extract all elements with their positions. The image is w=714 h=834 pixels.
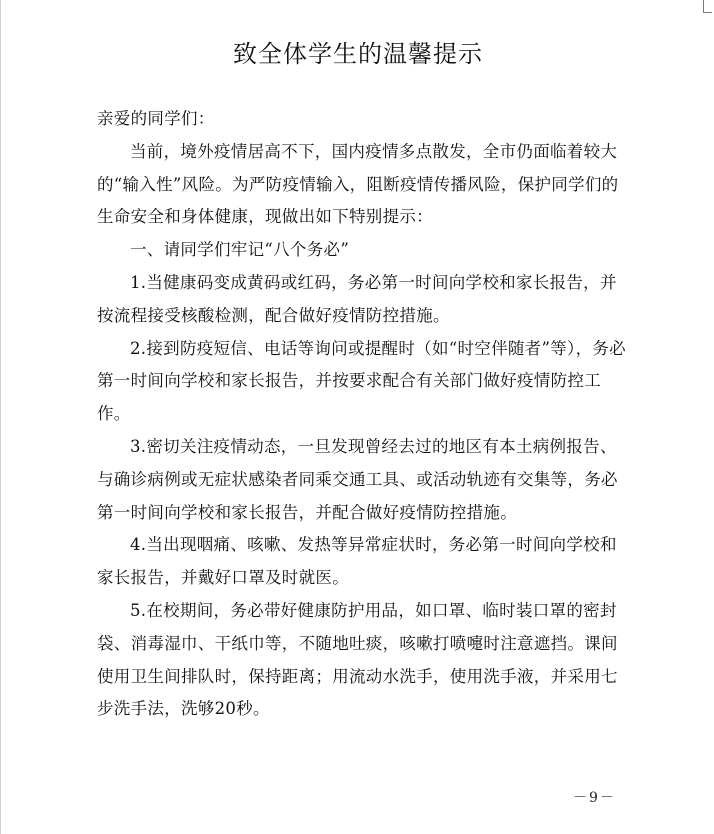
page-corner-mark: [703, 0, 712, 13]
document-body: [97, 103, 633, 726]
document-title: 致全体学生的温馨提示: [233, 40, 483, 68]
item-5-paragraph: 5.在校期间，务必带好健康防护用品，如口罩、临时装口罩的密封袋、消毒湿巾、干纸巾等，不随地吐痰，咳嗽打喷嚏时注意遮挡。课间使用卫生间排队时，保持距离；用流动水洗手，使用洗手液，并采用七步洗手法，洗够20秒。: [97, 600, 618, 719]
item-3-paragraph: 3.密切关注疫情动态，一旦发现曾经去过的地区有本土病例报告、与确诊病例或无症状感染者同乘交通工具、或活动轨迹有交集等，务必第一时间向学校和家长报告，并配合做好疫情防控措施。: [97, 436, 618, 522]
item-4-paragraph: 4.当出现咽痛、咳嗽、发热等异常症状时，务必第一时间向学校和家长报告，并戴好口罩及时就医。: [97, 535, 617, 588]
intro-paragraph: 当前，境外疫情居高不下，国内疫情多点散发，全市仍面临着较大的“输入性”风险。为严防疫情输入，阻断疫情传播风险，保护同学们的生命安全和身体健康，现做出如下特别提示：: [97, 141, 619, 227]
section-heading: 一、请同学们牢记“八个务必”: [130, 240, 350, 260]
item-1-paragraph: 1.当健康码变成黄码或红码，务必第一时间向学校和家长报告，并按流程接受核酸检测，配合做好疫情防控措施。: [97, 272, 617, 325]
item-2-paragraph: 2.接到防疫短信、电话等询问或提醒时（如“时空伴随者”等），务必第一时间向学校和家长报告，并按要求配合有关部门做好疫情防控工作。: [97, 338, 626, 424]
greeting: 亲爱的同学们：: [97, 109, 215, 128]
page-number: －9－: [573, 790, 616, 806]
